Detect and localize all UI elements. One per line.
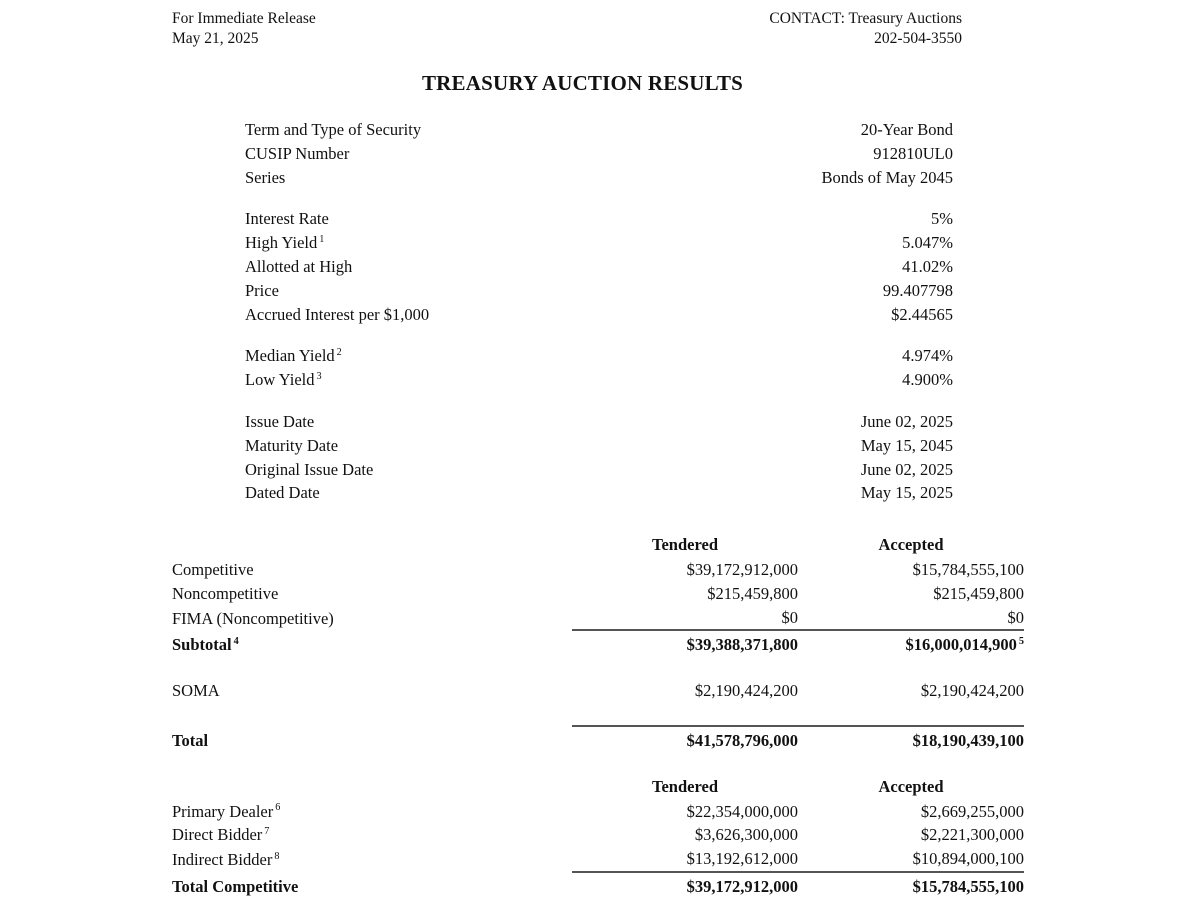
detail-value: May 15, 2045	[860, 435, 953, 455]
footnote-marker: 6	[275, 802, 281, 814]
footnote-marker: 3	[316, 370, 322, 382]
accepted-amount: $15,784,555,100	[798, 872, 1024, 899]
detail-label: Accrued Interest per $1,000	[245, 304, 430, 324]
detail-label: High Yield $^1$	[245, 233, 325, 253]
detail-value: 5.047%	[902, 233, 953, 253]
detail-label: Interest Rate	[245, 209, 329, 229]
detail-label: Price	[245, 280, 279, 300]
accepted-amount: $2,669,255,000	[920, 801, 1024, 821]
footnote-marker	[279, 281, 281, 292]
release-info	[172, 9, 316, 49]
contact-phone: 202-504-3550	[874, 30, 962, 47]
detail-label: Original Issue Date	[245, 459, 374, 479]
detail-value: 4.900%	[902, 370, 953, 390]
table-row	[172, 823, 1024, 847]
footnote-marker	[429, 305, 431, 316]
footnote-marker	[352, 257, 354, 268]
table-row-soma	[172, 679, 1024, 703]
detail-row	[245, 207, 953, 231]
table-header-blank	[172, 533, 572, 558]
table-row-total	[172, 726, 1024, 753]
detail-value: $2.44565	[891, 304, 953, 324]
tendered-amount: $39,172,912,000	[686, 559, 798, 579]
detail-label: Low Yield $^3$	[245, 370, 322, 390]
detail-row	[245, 458, 953, 482]
detail-row	[245, 255, 953, 279]
tendered-amount: $41,578,796,000	[572, 726, 798, 753]
row-label: Subtotal $^4$	[172, 635, 239, 655]
contact-name: CONTACT: Treasury Auctions	[769, 10, 962, 27]
row-label: SOMA	[172, 681, 220, 701]
yield-details-block	[0, 344, 1200, 392]
detail-row	[245, 231, 953, 255]
bidder-breakdown-table	[172, 775, 1024, 899]
detail-label: Dated Date	[245, 483, 320, 503]
row-label: Direct Bidder $^7$	[172, 825, 270, 845]
tendered-amount: $39,388,371,800	[572, 630, 798, 657]
row-label: Total Competitive	[172, 876, 299, 896]
detail-value: 4.974%	[902, 346, 953, 366]
table-row	[172, 847, 1024, 872]
column-header-accepted: Accepted	[878, 776, 944, 796]
accepted-amount: $215,459,800	[933, 583, 1024, 603]
table-header-blank	[172, 775, 572, 800]
accepted-amount: $16,000,014,900 $^5$	[798, 630, 1024, 657]
detail-label: Median Yield $^2$	[245, 346, 342, 366]
tendered-amount: $215,459,800	[707, 583, 798, 603]
row-label: FIMA (Noncompetitive)	[172, 608, 334, 628]
row-label: Indirect Bidder $^8$	[172, 850, 280, 870]
detail-label: Series	[245, 167, 286, 187]
detail-value: May 15, 2025	[860, 483, 953, 503]
column-header-tendered: Tendered	[651, 776, 719, 796]
pricing-details-block	[0, 207, 1200, 326]
table-row	[172, 606, 1024, 631]
tendered-amount: $13,192,612,000	[686, 849, 798, 869]
release-date: May 21, 2025	[172, 30, 259, 47]
table-row	[172, 582, 1024, 606]
row-label: Noncompetitive	[172, 583, 279, 603]
table-row	[172, 800, 1024, 824]
security-details-block	[0, 118, 1200, 189]
table-row	[172, 558, 1024, 582]
detail-label: Allotted at High	[245, 256, 353, 276]
table-header-row	[172, 533, 1024, 558]
column-header-accepted: Accepted	[878, 535, 944, 555]
detail-label: Maturity Date	[245, 435, 339, 455]
detail-row	[245, 434, 953, 458]
detail-row	[245, 303, 953, 327]
detail-value: June 02, 2025	[860, 459, 953, 479]
page-title: TREASURY AUCTION RESULTS	[421, 71, 744, 95]
footnote-marker	[329, 210, 331, 221]
table-row-subtotal	[172, 630, 1024, 657]
row-label: Primary Dealer $^6$	[172, 801, 281, 821]
detail-value: 41.02%	[902, 256, 953, 276]
detail-row	[245, 142, 953, 166]
detail-value: 99.407798	[882, 280, 953, 300]
footnote-marker: 4	[233, 635, 239, 647]
tendered-amount: $39,172,912,000	[572, 872, 798, 899]
tendered-amount: $3,626,300,000	[694, 825, 798, 845]
table-row-total-competitive	[172, 872, 1024, 899]
detail-label: Term and Type of Security	[245, 120, 422, 139]
table-spacer	[172, 657, 1024, 679]
row-label: Total	[172, 730, 209, 750]
tender-summary-table	[172, 533, 1024, 753]
detail-row	[245, 368, 953, 392]
detail-value: 20-Year Bond	[860, 120, 953, 139]
table-header-row	[172, 775, 1024, 800]
detail-row	[245, 410, 953, 434]
detail-label: CUSIP Number	[245, 143, 350, 163]
detail-value: June 02, 2025	[860, 411, 953, 431]
accepted-amount: $18,190,439,100	[798, 726, 1024, 753]
tendered-amount: $2,190,424,200	[694, 681, 798, 701]
accepted-amount: $0	[1007, 607, 1024, 627]
detail-row	[245, 344, 953, 368]
column-header-tendered: Tendered	[651, 535, 719, 555]
detail-value: 912810UL0	[873, 143, 953, 163]
footnote-marker: 7	[264, 825, 270, 837]
detail-row	[245, 118, 953, 142]
release-status-line: For Immediate Release	[172, 10, 316, 27]
dates-details-block	[0, 410, 1200, 505]
table-spacer	[172, 703, 1024, 726]
row-label: Competitive	[172, 559, 254, 579]
accepted-amount: $10,894,000,100	[912, 849, 1024, 869]
footnote-marker: 5	[1018, 635, 1024, 647]
accepted-amount: $15,784,555,100	[912, 559, 1024, 579]
footnote-marker: 8	[274, 850, 280, 862]
tendered-amount: $22,354,000,000	[686, 801, 798, 821]
detail-label: Issue Date	[245, 411, 315, 431]
detail-row	[245, 481, 953, 505]
detail-value: 5%	[931, 209, 953, 229]
contact-info	[769, 9, 962, 49]
footnote-marker: 2	[336, 346, 342, 358]
footnote-marker: 1	[319, 233, 325, 245]
accepted-amount: $2,221,300,000	[920, 825, 1024, 845]
tendered-amount: $0	[781, 607, 798, 627]
detail-row	[245, 166, 953, 190]
accepted-amount: $2,190,424,200	[920, 681, 1024, 701]
press-release-header	[0, 0, 1200, 49]
detail-row	[245, 279, 953, 303]
detail-value: Bonds of May 2045	[821, 167, 953, 187]
